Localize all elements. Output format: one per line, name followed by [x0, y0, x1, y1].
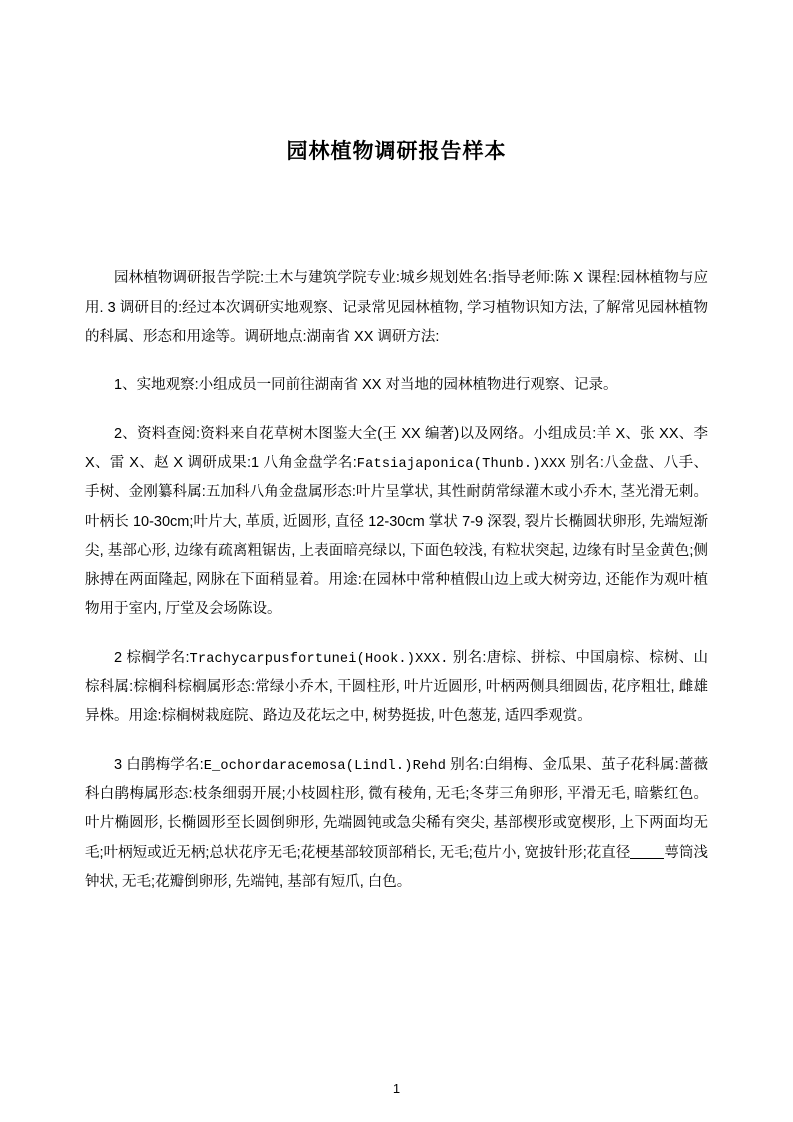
paragraph-plant-3: 3 白鹃梅学名:E_ochordaracemosa(Lindl.)Rehd 别名:白绢梅、金瓜果、茧子花科属:蔷薇科白鹃梅属形态:枝条细弱开展;小枝圆柱形, 微有稜角, 无毛;冬芽三角卵形, 平滑无毛, 暗紫红色。叶片椭圆形, 长椭圆形至长圆倒卵形, 先端圆钝或急尖稀有突尖, 基部楔形或宽楔形, 上下两面均无毛;叶柄短或近无柄;总状花序无毛;花梗基部较顶部稍长, 无毛;苞片小, 宽披针形;花直径 萼筒浅钟状, 无毛;花瓣倒卵形, 先端钝, 基部有短爪, 白色。	[85, 756, 708, 890]
latin-name: Fatsiajaponica(Thunb.)XXX	[356, 456, 566, 472]
latin-name: Trachycarpusfortunei(Hook.)XXX.	[189, 651, 449, 667]
latin-name: E_ochordaracemosa(Lindl.)Rehd	[203, 758, 447, 774]
paragraph-plant-2: 2 棕榈学名:Trachycarpusfortunei(Hook.)XXX. 别名:唐棕、拼棕、中国扇棕、棕树、山棕科属:棕榈科棕榈属形态:常绿小乔木, 干圆柱形, 叶片近圆形, 叶柄两侧具细圆齿, 花序粗壮, 雌雄异株。用途:棕榈树栽庭院、路边及花坛之中, 树势挺拔, 叶色葱茏, 适四季观赏。	[85, 649, 709, 725]
page-title: 园林植物调研报告样本	[286, 140, 507, 163]
document-body	[85, 264, 708, 897]
paragraph-method-1: 1、实地观察:小组成员一同前往湖南省 XX 对当地的园林植物进行观察、记录。	[114, 377, 618, 394]
blank-fill-line	[630, 858, 664, 859]
page-number: 1	[392, 1081, 401, 1096]
paragraph-intro: 园林植物调研报告学院:土木与建筑学院专业:城乡规划姓名:指导老师:陈 X 课程:园林植物与应用. 3 调研目的:经过本次调研实地观察、记录常见园林植物, 学习植物识知方法, 了解常见园林植物的科属、形态和用途等。调研地点:湖南省 XX 调研方法:	[85, 270, 708, 345]
paragraph-method-2: 2、资料查阅:资料来自花草树木图鉴大全(王 XX 编著)以及网络。小组成员:羊 X、张 XX、李 X、雷 X、赵 X 调研成果:1 八角金盘学名:Fatsiajaponica(Thunb.)XXX 别名:八金盘、八手、手树、金刚纂科属:五加科八角金盘属形态:叶片呈掌状, 其性耐荫常绿灌木或小乔木, 茎光滑无刺。叶柄长 10-30cm;叶片大, 革质, 近圆形, 直径 12-30cm 掌状 7-9 深裂, 裂片长椭圆状卵形, 先端短渐尖, 基部心形, 边缘有疏离粗锯齿, 上表面暗亮绿以, 下面色较浅, 有粒状突起, 边缘有时呈金黄色;侧脉搏在两面隆起, 网脉在下面稍显着。用途:在园林中常种植假山边上或大树旁边, 还能作为观叶植物用于室内, 厅堂及会场陈设。	[85, 425, 709, 618]
